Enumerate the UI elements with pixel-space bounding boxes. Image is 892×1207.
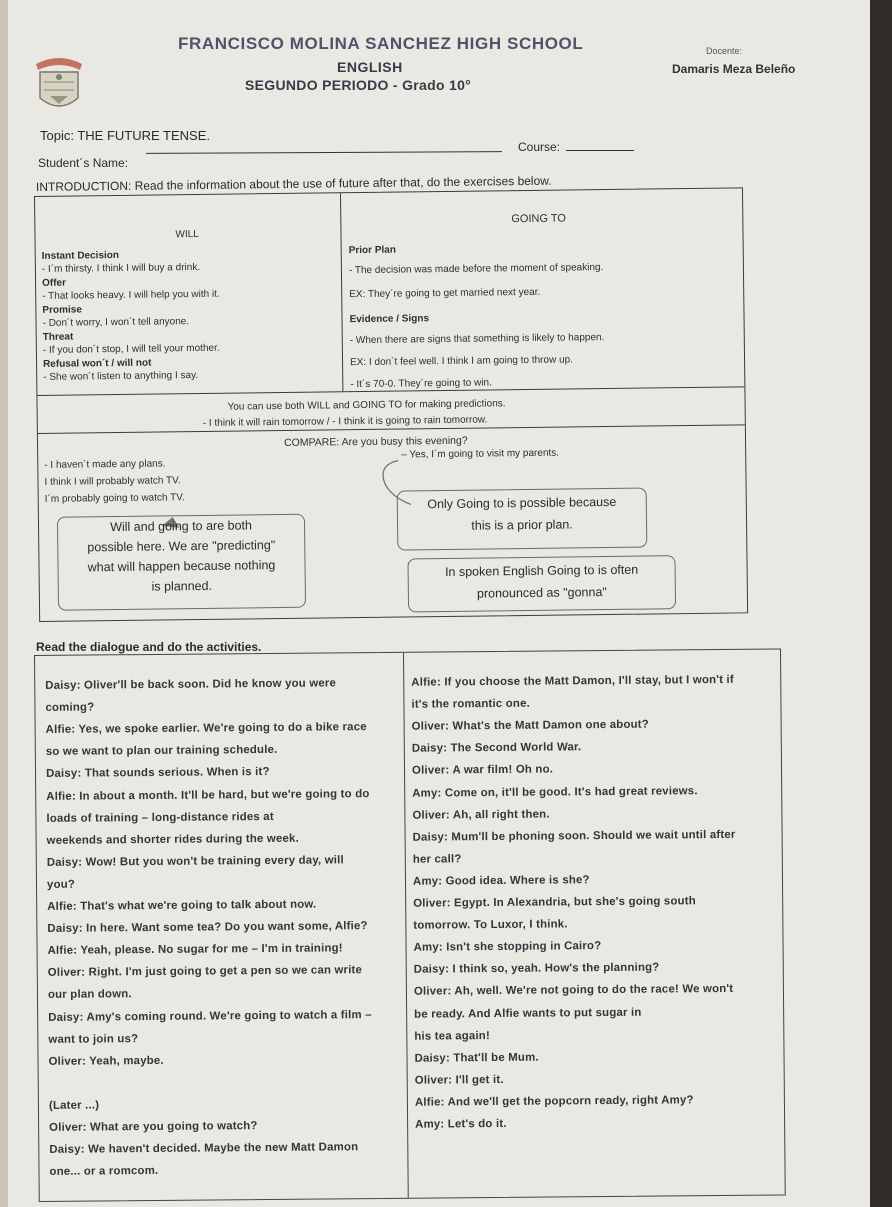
dialogue-line: Daisy: We haven't decided. Maybe the new Matt Damon [49, 1141, 359, 1156]
topic-heading: Topic: THE FUTURE TENSE. [40, 128, 210, 143]
will-rule-line: - She won´t listen to anything I say. [43, 370, 199, 383]
dialogue-line: tomorrow. To Luxor, I think. [413, 918, 568, 932]
dialogue-instructions: Read the dialogue and do the activities. [36, 640, 262, 654]
dialogue-line: so we want to plan our training schedule. [45, 744, 278, 759]
course-field[interactable] [566, 150, 634, 151]
dialogue-line: you? [46, 878, 76, 891]
will-rule-line: - Don´t worry, I won´t tell anyone. [42, 316, 190, 329]
dialogue-line: Oliver: Egypt. In Alexandria, but she's going south [413, 895, 696, 910]
dialogue-line: (Later ...) [48, 1099, 100, 1112]
student-name-label: Student´s Name: [38, 156, 129, 170]
dialogue-line: Oliver: Ah, well. We're not going to do the race! We won't [413, 983, 734, 999]
dialogue-line: coming? [45, 701, 95, 714]
going-to-rule-line: Prior Plan [348, 244, 397, 257]
dialogue-line: Amy: Good idea. Where is she? [412, 874, 590, 888]
grammar-table [34, 187, 748, 622]
compare-answer: – Yes, I´m going to visit my parents. [401, 447, 560, 461]
teacher-name: Damaris Meza Beleño [672, 62, 796, 76]
introduction-text: INTRODUCTION: Read the information about the use of future after that, do the exercises below. [35, 173, 552, 194]
predictions-example: - I think it will rain tomorrow / - I think it is going to rain tomorrow. [202, 414, 488, 429]
teacher-label: Docente: [706, 46, 743, 56]
dialogue-line: loads of training – long-distance rides at [46, 810, 274, 825]
dialogue-line: Oliver: A war film! Oh no. [411, 763, 554, 778]
will-rule-line: - I´m thirsty. I think I will buy a drink. [41, 261, 201, 275]
page-edge-shadow [870, 0, 892, 1207]
bubble-text-line: is planned. [151, 578, 213, 594]
dialogue-line: Oliver: What are you going to watch? [49, 1120, 258, 1134]
will-rule-line: - That looks heavy. I will help you with it. [42, 288, 220, 302]
going-to-rule-line: - When there are signs that something is likely to happen. [349, 332, 605, 347]
prior-plan-info-bubble [397, 488, 648, 551]
school-name: FRANCISCO MOLINA SANCHEZ HIGH SCHOOL [178, 34, 584, 53]
dialogue-line: want to join us? [48, 1032, 139, 1046]
dialogue-line: Oliver: Yeah, maybe. [48, 1054, 164, 1068]
dialogue-line: Daisy: The Second World War. [411, 741, 582, 756]
school-crest-icon [28, 50, 90, 120]
dialogue-column-divider [403, 653, 409, 1198]
dialogue-line: Daisy: That sounds serious. When is it? [45, 766, 270, 781]
dialogue-line: Alfie: Yes, we spoke earlier. We're going to do a bike race [45, 721, 367, 737]
going-to-rule-line: EX: They´re going to get married next year. [349, 286, 541, 301]
dialogue-line: it's the romantic one. [411, 697, 531, 711]
will-rule-line: Offer [42, 277, 67, 289]
going-to-column-title: GOING TO [511, 212, 566, 226]
dialogue-line: his tea again! [414, 1029, 490, 1043]
bubble-text-line: Will and going to are both [110, 518, 253, 535]
will-rule-line: Threat [42, 331, 74, 343]
going-to-rule-line: Evidence / Signs [349, 313, 430, 326]
dialogue-line: Daisy: In here. Want some tea? Do you want some, Alfie? [47, 920, 368, 935]
dialogue-table [34, 648, 786, 1201]
dialogue-line: Alfie: If you choose the Matt Damon, I'll stay, but I won't if [411, 673, 734, 689]
compare-example-line: I´m probably going to watch TV. [44, 492, 185, 505]
dialogue-line: our plan down. [47, 988, 132, 1002]
dialogue-line: Daisy: Mum'll be phoning soon. Should we wait until after [412, 828, 736, 844]
dialogue-line: Amy: Come on, it'll be good. It's had great reviews. [412, 784, 698, 800]
dialogue-line: Daisy: Amy's coming round. We're going to watch a film – [48, 1008, 372, 1024]
dialogue-line: Daisy: That'll be Mum. [414, 1051, 539, 1065]
dialogue-line: Alfie: That's what we're going to talk about now. [47, 898, 317, 913]
will-rule-line: Refusal won´t / will not [42, 357, 152, 370]
dialogue-line: Daisy: Wow! But you won't be training every day, will [46, 854, 344, 869]
bubble-text-line: what will happen because nothing [87, 558, 276, 575]
bubble-text-line: this is a prior plan. [471, 517, 573, 533]
will-column-title: WILL [175, 228, 199, 241]
going-to-rule-line: - It´s 70-0. They´re going to win. [350, 377, 492, 391]
dialogue-line: Oliver: Ah, all right then. [412, 808, 550, 822]
bubble-text-line: possible here. We are "predicting" [87, 538, 276, 555]
dialogue-line: weekends and shorter rides during the week. [46, 832, 299, 847]
subject-title: ENGLISH [337, 59, 403, 75]
dialogue-line: Oliver: I'll get it. [414, 1073, 504, 1087]
dialogue-line: Daisy: I think so, yeah. How's the planning? [413, 961, 660, 976]
dialogue-line: Alfie: In about a month. It'll be hard, but we're going to do [46, 787, 370, 803]
dialogue-line: one... or a romcom. [49, 1165, 159, 1179]
predictions-note: You can use both WILL and GOING TO for making predictions. [227, 398, 506, 413]
dialogue-line: Oliver: Right. I'm just going to get a pen so we can write [47, 964, 363, 980]
dialogue-line: Alfie: Yeah, please. No sugar for me – I'm in training! [47, 942, 343, 958]
will-going-to-info-bubble [57, 514, 306, 611]
going-to-rule-line: EX: I don´t feel well. I think I am going to throw up. [349, 354, 574, 369]
bubble-text-line: pronounced as "gonna" [476, 585, 607, 601]
will-rule-line: Instant Decision [41, 249, 120, 262]
dialogue-line: Oliver: What's the Matt Damon one about? [411, 718, 649, 733]
dialogue-line: be ready. And Alfie wants to put sugar in [414, 1006, 642, 1021]
will-rule-line: - If you don´t stop, I will tell your mother. [42, 342, 220, 356]
period-grade: SEGUNDO PERIODO - Grado 10° [245, 77, 472, 93]
dialogue-line: Daisy: Oliver'll be back soon. Did he know you were [45, 677, 337, 692]
compare-question: COMPARE: Are you busy this evening? [283, 434, 468, 449]
dialogue-line: her call? [412, 853, 462, 866]
bubble-text-line: Only Going to is possible because [427, 494, 617, 512]
going-to-rule-line: - The decision was made before the moment of speaking. [348, 262, 604, 277]
course-label: Course: [518, 140, 561, 154]
compare-example-line: I think I will probably watch TV. [44, 475, 181, 488]
compare-example-line: - I haven´t made any plans. [44, 458, 166, 471]
will-rule-line: Promise [42, 304, 82, 316]
bubble-text-line: In spoken English Going to is often [444, 562, 639, 580]
gonna-info-bubble [407, 555, 676, 612]
dialogue-line: Amy: Let's do it. [415, 1117, 507, 1131]
dialogue-line: Amy: Isn't she stopping in Cairo? [413, 940, 602, 954]
dialogue-line: Alfie: And we'll get the popcorn ready, right Amy? [414, 1094, 694, 1109]
